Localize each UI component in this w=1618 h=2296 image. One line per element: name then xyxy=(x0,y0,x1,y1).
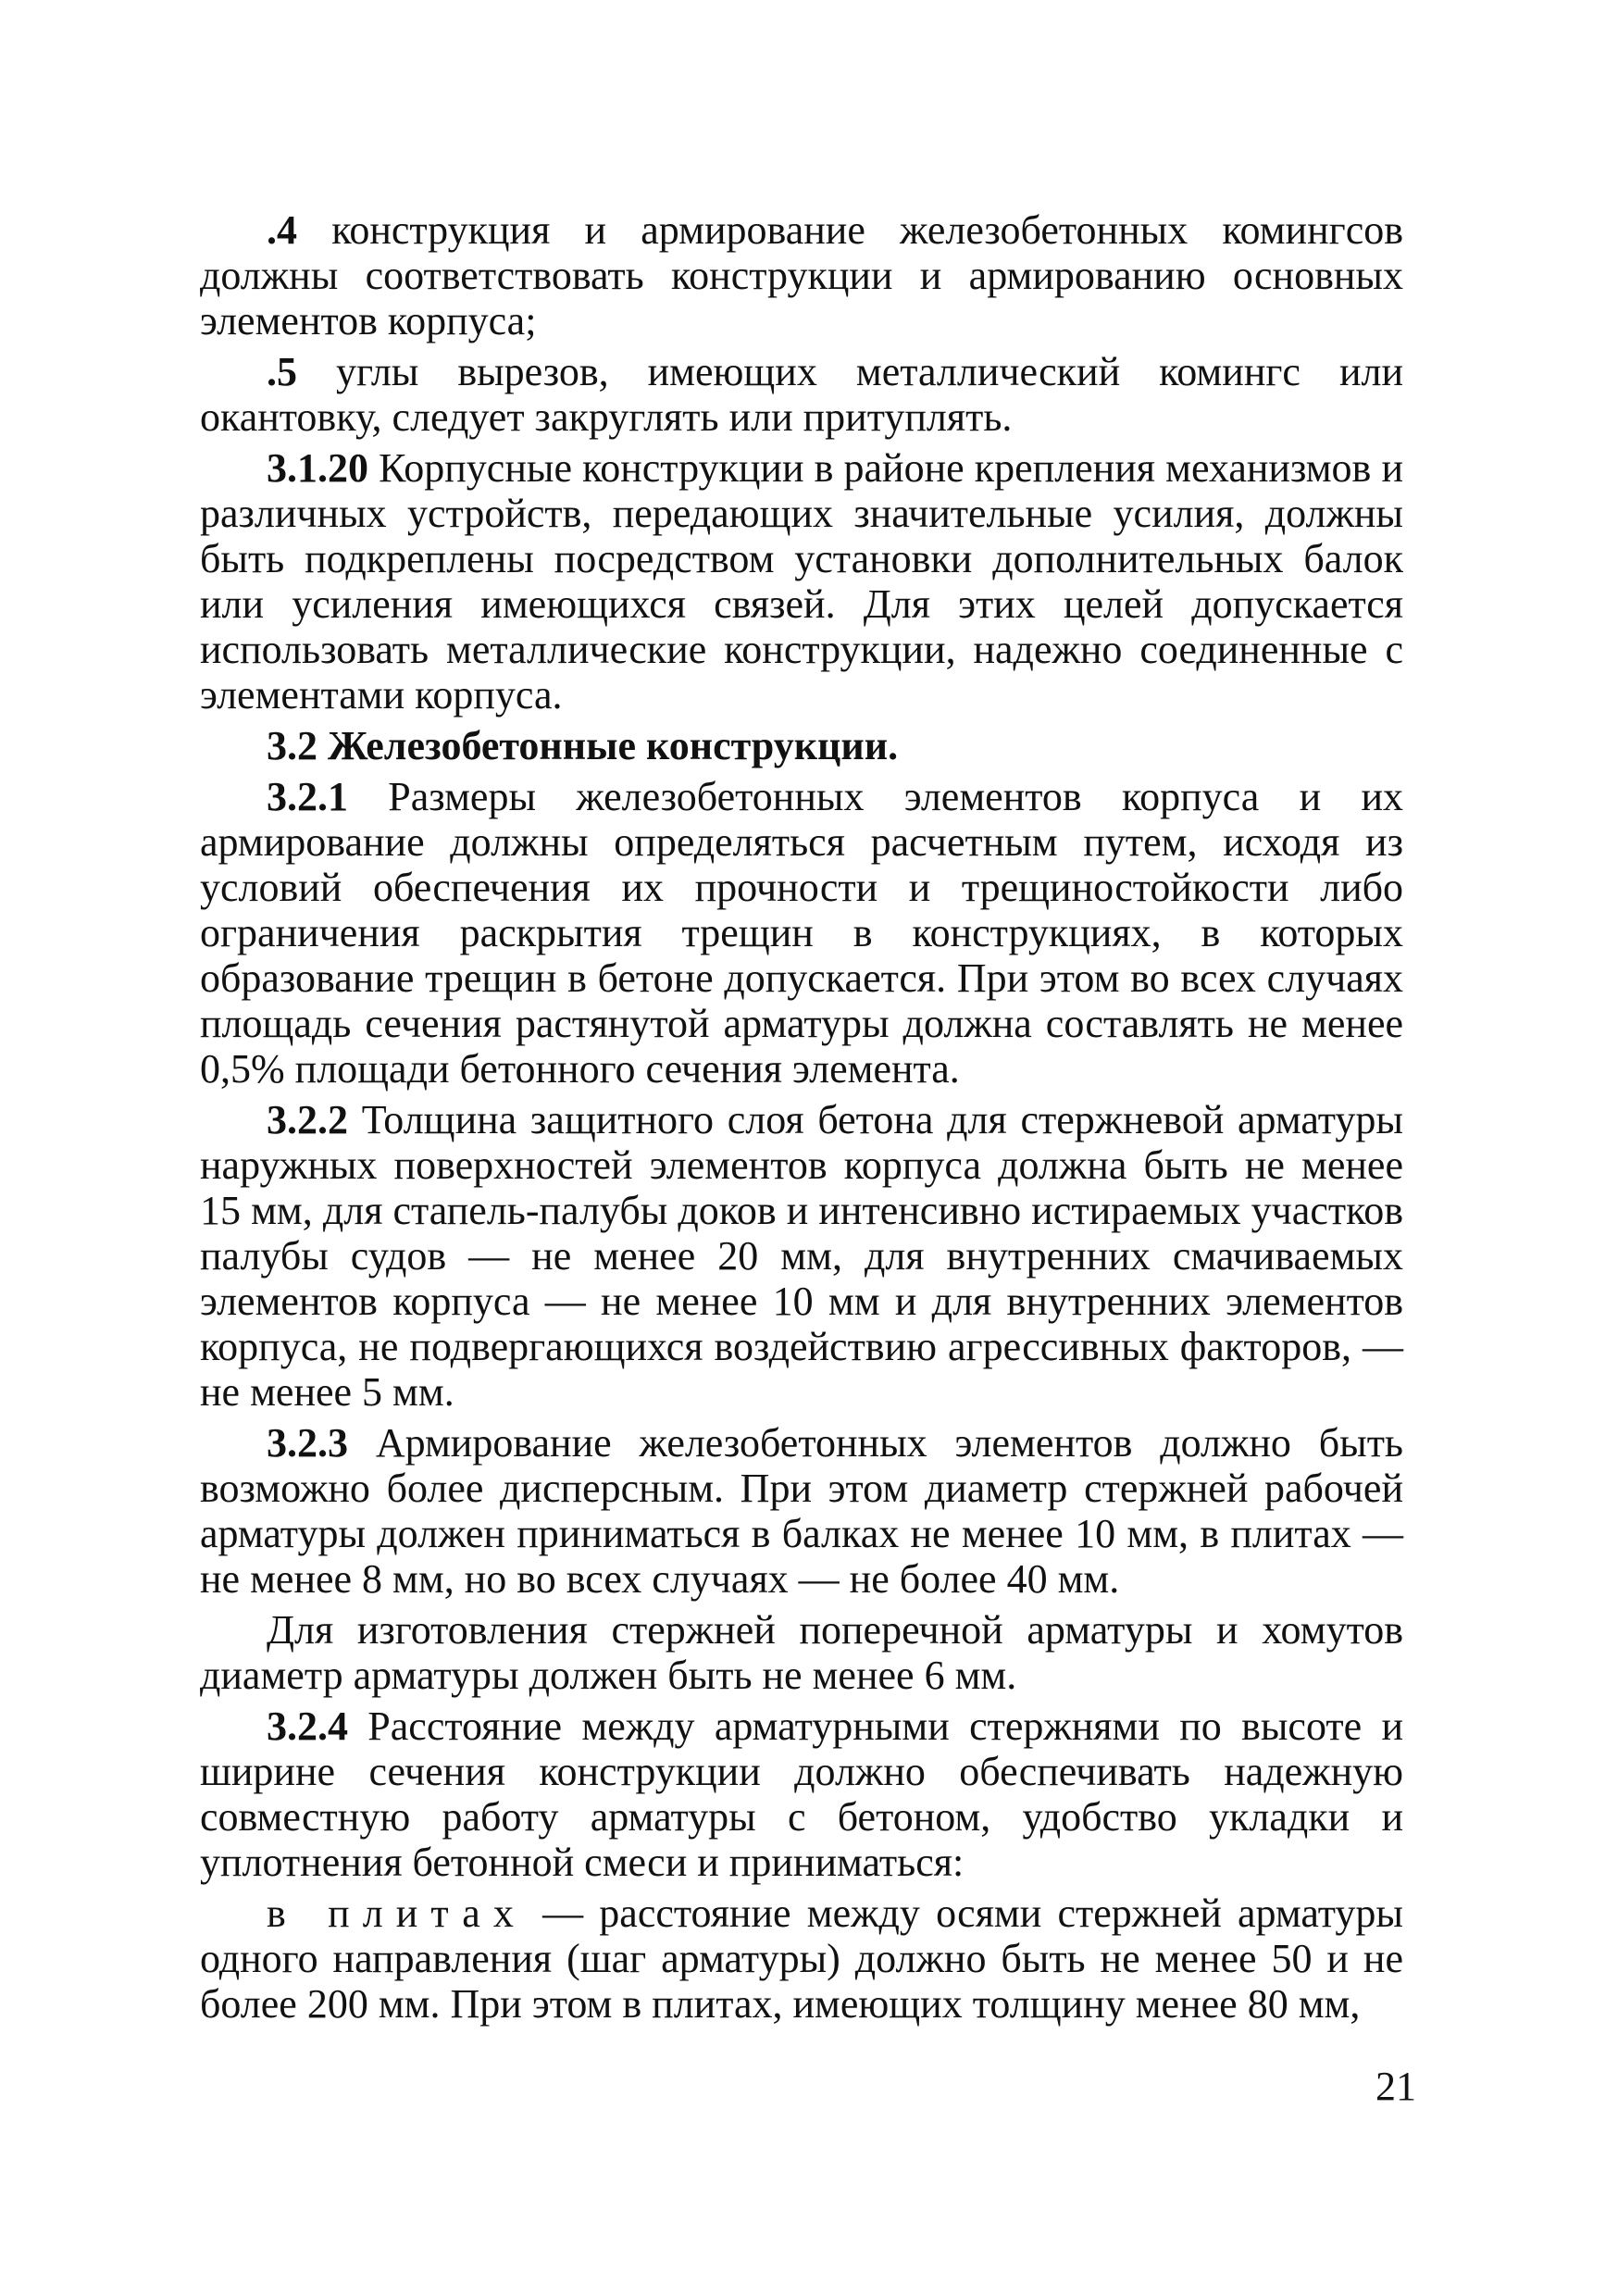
clause-number: 3.2.3 xyxy=(267,1420,348,1466)
clause-text: Армирование железобетонных элементов должно быть возможно более дисперсным. При этом диаметр стержней рабочей арматуры должен приниматься в балках не менее 10 мм, в плитах — не менее 8 мм, но во всех случаях — не более 40 мм. xyxy=(200,1420,1403,1602)
clause-4 xyxy=(200,207,1403,343)
page-number: 21 xyxy=(1375,2064,1416,2109)
clause-3-2-3 xyxy=(200,1420,1403,1602)
clause-5 xyxy=(200,349,1403,440)
clause-3-2-1 xyxy=(200,774,1403,1092)
clause-text: Для изготовления стержней поперечной арматуры и хомутов диаметр арматуры должен быть не менее 6 мм. xyxy=(200,1607,1403,1698)
slabs-paragraph xyxy=(200,1890,1403,2027)
body-text xyxy=(200,207,1403,2032)
spaced-term: в плитах xyxy=(267,1890,527,1936)
clause-number: .5 xyxy=(267,349,297,394)
clause-text: Корпусные конструкции в районе крепления механизмов и различных устройств, передающих значительные усилия, должны быть подкреплены посредством установки дополнительных балок или усиления имеющихся связей. Для этих целей допускается использовать металлические конструкции, надежно соединенные с элементами корпуса. xyxy=(200,445,1403,718)
clause-number: 3.2.4 xyxy=(267,1703,348,1749)
clause-text: углы вырезов, имеющих металлический комингс или окантовку, следует закруглять или притуплять. xyxy=(200,349,1403,440)
clause-number: .4 xyxy=(267,207,297,253)
clause-text: конструкция и армирование железобетонных комингсов должны соответствовать конструкции и армированию основных элементов корпуса; xyxy=(200,207,1403,343)
clause-number: 3.1.20 xyxy=(267,445,368,491)
clause-number: 3.2.1 xyxy=(267,774,348,819)
clause-text: Расстояние между арматурными стержнями по высоте и ширине сечения конструкции должно обеспечивать надежную совместную работу арматуры с бетоном, удобство укладки и уплотнения бетонной смеси и приниматься: xyxy=(200,1703,1403,1885)
clause-3-1-20 xyxy=(200,445,1403,718)
clause-text: — расстояние между осями стержней арматуры одного направления (шаг арматуры) должно быть не менее 50 и не более 200 мм. При этом в плитах, имеющих толщину менее 80 мм, xyxy=(200,1890,1403,2027)
clause-text: Толщина защитного слоя бетона для стержневой арматуры наружных поверхностей элементов корпуса должна быть не менее 15 мм, для стапель-палубы доков и интенсивно истираемых участков палубы судов — не менее 20 мм, для внутренних смачиваемых элементов корпуса — не менее 10 мм и для внутренних элементов корпуса, не подвергающихся воздействию агрессивных факторов, — не менее 5 мм. xyxy=(200,1097,1403,1415)
clause-text: Размеры железобетонных элементов корпуса и их армирование должны определяться расчетным путем, исходя из условий обеспечения их прочности и трещиностойкости либо ограничения раскрытия трещин в конструкциях, в которых образование трещин в бетоне допускается. При этом во всех случаях площадь сечения растянутой арматуры должна составлять не менее 0,5% площади бетонного сечения элемента. xyxy=(200,774,1403,1092)
clause-number: 3.2.2 xyxy=(267,1097,348,1142)
section-heading: 3.2 Железобетонные конструкции. xyxy=(267,723,899,768)
clause-3-2-3-continued xyxy=(200,1607,1403,1698)
clause-3-2-4 xyxy=(200,1703,1403,1885)
clause-3-2-2 xyxy=(200,1097,1403,1415)
